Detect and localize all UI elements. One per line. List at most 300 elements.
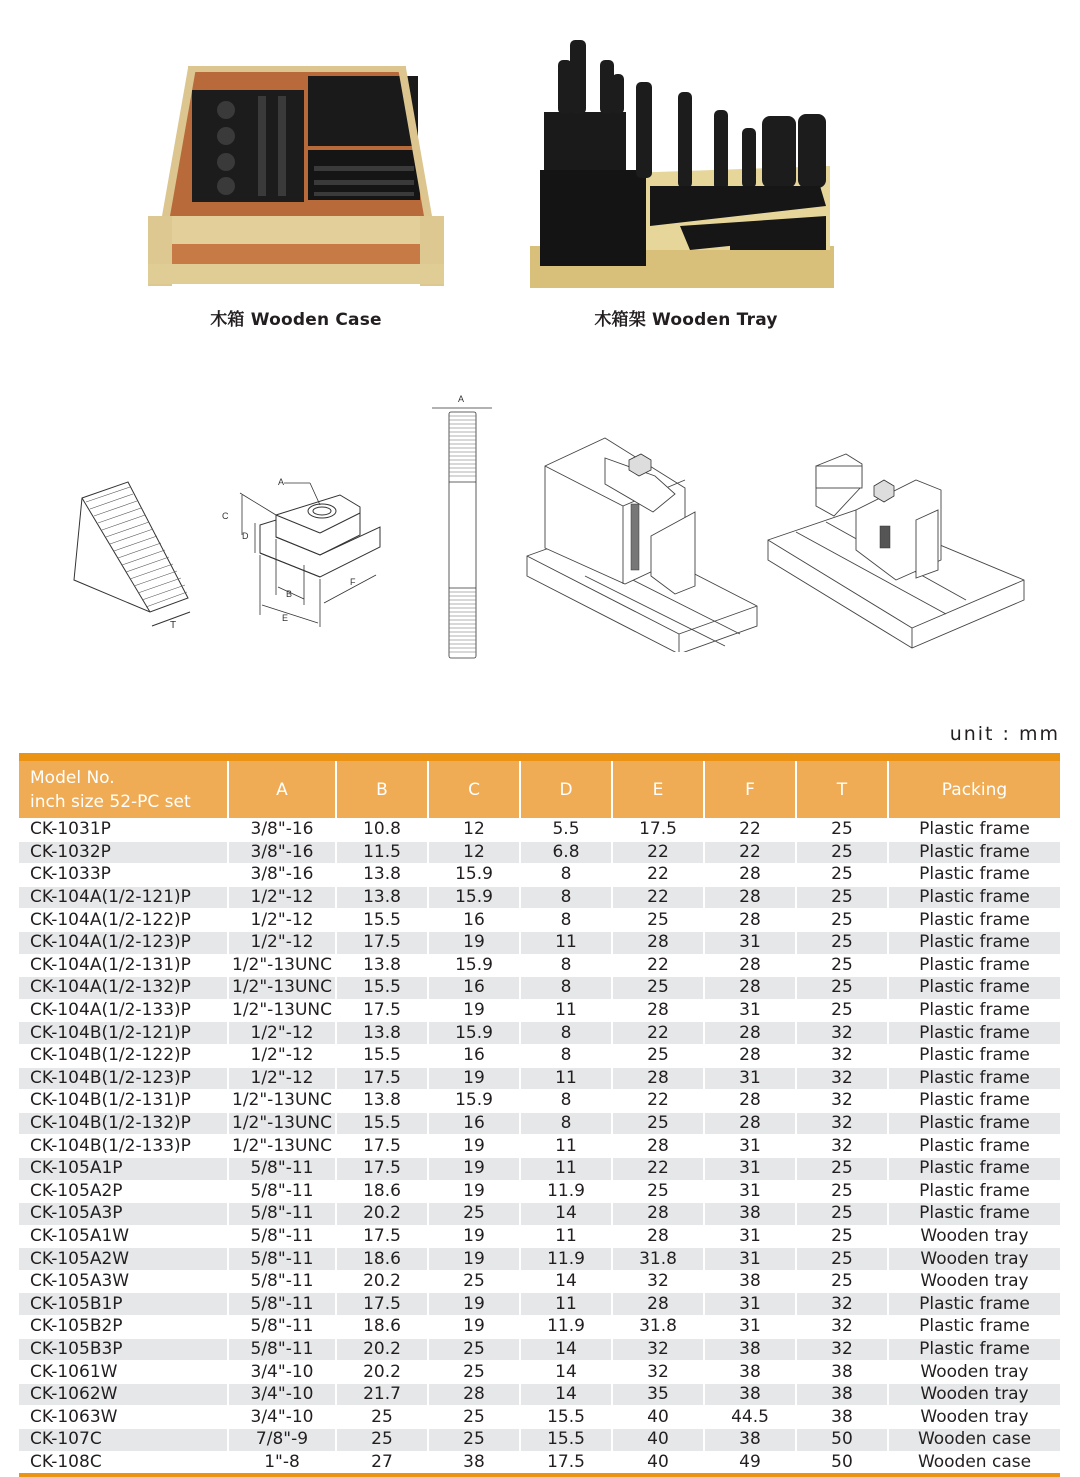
cell-d: 15.5 bbox=[520, 1406, 612, 1429]
cell-e: 40 bbox=[612, 1406, 704, 1429]
cell-t: 50 bbox=[796, 1429, 888, 1452]
unit-label: unit : mm bbox=[949, 723, 1060, 745]
cell-t: 25 bbox=[796, 954, 888, 977]
cell-t: 38 bbox=[796, 1383, 888, 1406]
cell-e: 22 bbox=[612, 864, 704, 887]
cell-e: 32 bbox=[612, 1338, 704, 1361]
cell-t: 25 bbox=[796, 841, 888, 864]
cell-c: 16 bbox=[428, 1044, 520, 1067]
cell-f: 31 bbox=[704, 1157, 796, 1180]
cell-model: CK-105B1P bbox=[19, 1293, 228, 1316]
cell-b: 20.2 bbox=[336, 1361, 428, 1384]
cell-b: 17.5 bbox=[336, 931, 428, 954]
cell-d: 8 bbox=[520, 954, 612, 977]
cell-model: CK-104B(1/2-121)P bbox=[19, 1022, 228, 1045]
cell-c: 19 bbox=[428, 1157, 520, 1180]
cell-e: 28 bbox=[612, 931, 704, 954]
cell-f: 31 bbox=[704, 1316, 796, 1339]
cell-b: 11.5 bbox=[336, 841, 428, 864]
table-row bbox=[19, 886, 1060, 909]
cell-a: 5/8"-11 bbox=[228, 1293, 336, 1316]
cell-t: 25 bbox=[796, 909, 888, 932]
dim-label-t: T bbox=[170, 620, 177, 630]
cell-t: 25 bbox=[796, 1203, 888, 1226]
cell-b: 20.2 bbox=[336, 1270, 428, 1293]
cell-packing: Plastic frame bbox=[888, 954, 1060, 977]
wooden-tray-caption: 木箱架 Wooden Tray bbox=[594, 310, 778, 330]
cell-model: CK-104A(1/2-131)P bbox=[19, 954, 228, 977]
cell-t: 32 bbox=[796, 1293, 888, 1316]
cell-f: 22 bbox=[704, 819, 796, 842]
cell-t: 50 bbox=[796, 1451, 888, 1473]
cell-c: 15.9 bbox=[428, 864, 520, 887]
cell-a: 5/8"-11 bbox=[228, 1180, 336, 1203]
cell-f: 28 bbox=[704, 909, 796, 932]
header-e: E bbox=[612, 761, 704, 819]
cell-f: 28 bbox=[704, 1022, 796, 1045]
cell-model: CK-1032P bbox=[19, 841, 228, 864]
cell-f: 38 bbox=[704, 1338, 796, 1361]
cell-t: 25 bbox=[796, 1180, 888, 1203]
cell-b: 25 bbox=[336, 1429, 428, 1452]
cell-e: 35 bbox=[612, 1383, 704, 1406]
cell-model: CK-1063W bbox=[19, 1406, 228, 1429]
cell-model: CK-104A(1/2-123)P bbox=[19, 931, 228, 954]
cell-a: 1/2"-12 bbox=[228, 1067, 336, 1090]
cell-packing: Plastic frame bbox=[888, 1022, 1060, 1045]
cell-packing: Plastic frame bbox=[888, 1090, 1060, 1113]
cell-a: 1/2"-12 bbox=[228, 1022, 336, 1045]
cell-e: 25 bbox=[612, 1044, 704, 1067]
cell-b: 17.5 bbox=[336, 1135, 428, 1158]
cell-f: 38 bbox=[704, 1203, 796, 1226]
cell-b: 20.2 bbox=[336, 1203, 428, 1226]
cell-b: 17.5 bbox=[336, 1225, 428, 1248]
cell-packing: Plastic frame bbox=[888, 1316, 1060, 1339]
cell-b: 17.5 bbox=[336, 999, 428, 1022]
cell-model: CK-1061W bbox=[19, 1361, 228, 1384]
cell-e: 31.8 bbox=[612, 1316, 704, 1339]
cell-model: CK-105A1P bbox=[19, 1157, 228, 1180]
spec-table bbox=[19, 753, 1060, 1477]
table-row bbox=[19, 1135, 1060, 1158]
cell-f: 31 bbox=[704, 1225, 796, 1248]
cell-model: CK-104A(1/2-122)P bbox=[19, 909, 228, 932]
cell-t: 32 bbox=[796, 1338, 888, 1361]
cell-e: 17.5 bbox=[612, 819, 704, 842]
cell-packing: Wooden tray bbox=[888, 1270, 1060, 1293]
cell-b: 18.6 bbox=[336, 1180, 428, 1203]
cell-t: 38 bbox=[796, 1361, 888, 1384]
step-block-diagram bbox=[70, 480, 200, 630]
table-row bbox=[19, 1361, 1060, 1384]
cell-c: 25 bbox=[428, 1203, 520, 1226]
table-row bbox=[19, 841, 1060, 864]
cell-f: 31 bbox=[704, 1293, 796, 1316]
clamp-setup-diagram-1 bbox=[525, 436, 760, 652]
cell-d: 11 bbox=[520, 1225, 612, 1248]
cell-t: 25 bbox=[796, 1157, 888, 1180]
cell-a: 1/2"-13UNC bbox=[228, 999, 336, 1022]
table-header-row bbox=[19, 761, 1060, 819]
cell-model: CK-107C bbox=[19, 1429, 228, 1452]
table-row bbox=[19, 1316, 1060, 1339]
cell-model: CK-104A(1/2-133)P bbox=[19, 999, 228, 1022]
header-model: Model No. inch size 52-PC set bbox=[19, 761, 228, 819]
table-row bbox=[19, 1338, 1060, 1361]
cell-e: 28 bbox=[612, 1225, 704, 1248]
cell-f: 31 bbox=[704, 1248, 796, 1271]
cell-packing: Plastic frame bbox=[888, 841, 1060, 864]
cell-model: CK-105A2P bbox=[19, 1180, 228, 1203]
cell-d: 11 bbox=[520, 1157, 612, 1180]
cell-model: CK-1031P bbox=[19, 819, 228, 842]
header-d: D bbox=[520, 761, 612, 819]
table-row bbox=[19, 999, 1060, 1022]
table-row bbox=[19, 931, 1060, 954]
cell-a: 1/2"-12 bbox=[228, 909, 336, 932]
cell-packing: Plastic frame bbox=[888, 909, 1060, 932]
cell-a: 5/8"-11 bbox=[228, 1157, 336, 1180]
cell-t: 32 bbox=[796, 1022, 888, 1045]
cell-d: 14 bbox=[520, 1338, 612, 1361]
cell-f: 28 bbox=[704, 886, 796, 909]
cell-a: 5/8"-11 bbox=[228, 1338, 336, 1361]
cell-model: CK-104B(1/2-132)P bbox=[19, 1112, 228, 1135]
cell-c: 19 bbox=[428, 1316, 520, 1339]
dim-label-c: C bbox=[222, 511, 229, 521]
cell-packing: Plastic frame bbox=[888, 1338, 1060, 1361]
cell-t: 25 bbox=[796, 1225, 888, 1248]
dim-label-e: E bbox=[282, 613, 289, 623]
cell-a: 5/8"-11 bbox=[228, 1316, 336, 1339]
cell-packing: Plastic frame bbox=[888, 1044, 1060, 1067]
cell-c: 19 bbox=[428, 1180, 520, 1203]
dim-label-b: B bbox=[286, 589, 293, 599]
cell-t: 32 bbox=[796, 1044, 888, 1067]
cell-f: 31 bbox=[704, 1180, 796, 1203]
cell-f: 28 bbox=[704, 1044, 796, 1067]
cell-d: 8 bbox=[520, 886, 612, 909]
table-row bbox=[19, 954, 1060, 977]
cell-e: 32 bbox=[612, 1270, 704, 1293]
cell-f: 38 bbox=[704, 1270, 796, 1293]
cell-d: 11 bbox=[520, 931, 612, 954]
cell-packing: Plastic frame bbox=[888, 1112, 1060, 1135]
cell-packing: Wooden tray bbox=[888, 1225, 1060, 1248]
cell-e: 40 bbox=[612, 1451, 704, 1473]
cell-e: 25 bbox=[612, 1180, 704, 1203]
wooden-case-photo bbox=[148, 66, 444, 286]
cell-t: 32 bbox=[796, 1090, 888, 1113]
cell-d: 8 bbox=[520, 1112, 612, 1135]
table-row bbox=[19, 1044, 1060, 1067]
cell-e: 22 bbox=[612, 1090, 704, 1113]
table-row bbox=[19, 1157, 1060, 1180]
cell-d: 11 bbox=[520, 1135, 612, 1158]
wooden-tray-photo bbox=[530, 36, 834, 288]
cell-a: 3/8"-16 bbox=[228, 819, 336, 842]
cell-c: 19 bbox=[428, 1225, 520, 1248]
header-f: F bbox=[704, 761, 796, 819]
cell-t: 25 bbox=[796, 864, 888, 887]
cell-model: CK-104B(1/2-133)P bbox=[19, 1135, 228, 1158]
table-row bbox=[19, 1090, 1060, 1113]
cell-b: 25 bbox=[336, 1406, 428, 1429]
t-slot-nut-diagram bbox=[220, 475, 390, 630]
cell-f: 28 bbox=[704, 864, 796, 887]
cell-e: 31.8 bbox=[612, 1248, 704, 1271]
cell-model: CK-104A(1/2-132)P bbox=[19, 977, 228, 1000]
cell-b: 18.6 bbox=[336, 1316, 428, 1339]
cell-t: 25 bbox=[796, 999, 888, 1022]
cell-t: 25 bbox=[796, 1270, 888, 1293]
cell-t: 32 bbox=[796, 1112, 888, 1135]
cell-f: 38 bbox=[704, 1383, 796, 1406]
cell-d: 17.5 bbox=[520, 1451, 612, 1473]
table-row bbox=[19, 1067, 1060, 1090]
cell-e: 28 bbox=[612, 1067, 704, 1090]
cell-e: 25 bbox=[612, 977, 704, 1000]
cell-d: 8 bbox=[520, 864, 612, 887]
cell-f: 28 bbox=[704, 1090, 796, 1113]
cell-packing: Plastic frame bbox=[888, 1293, 1060, 1316]
cell-a: 3/4"-10 bbox=[228, 1383, 336, 1406]
cell-a: 5/8"-11 bbox=[228, 1248, 336, 1271]
cell-b: 15.5 bbox=[336, 977, 428, 1000]
cell-b: 13.8 bbox=[336, 1022, 428, 1045]
cell-t: 38 bbox=[796, 1406, 888, 1429]
cell-e: 28 bbox=[612, 999, 704, 1022]
cell-d: 8 bbox=[520, 1044, 612, 1067]
cell-c: 16 bbox=[428, 909, 520, 932]
cell-c: 25 bbox=[428, 1270, 520, 1293]
cell-b: 15.5 bbox=[336, 909, 428, 932]
cell-e: 25 bbox=[612, 909, 704, 932]
cell-f: 31 bbox=[704, 1135, 796, 1158]
cell-b: 15.5 bbox=[336, 1112, 428, 1135]
cell-d: 14 bbox=[520, 1203, 612, 1226]
cell-f: 31 bbox=[704, 931, 796, 954]
cell-a: 3/4"-10 bbox=[228, 1361, 336, 1384]
cell-d: 8 bbox=[520, 1090, 612, 1113]
cell-b: 13.8 bbox=[336, 1090, 428, 1113]
wooden-tray-image bbox=[530, 36, 834, 288]
cell-f: 28 bbox=[704, 1112, 796, 1135]
cell-e: 28 bbox=[612, 1135, 704, 1158]
cell-c: 38 bbox=[428, 1451, 520, 1473]
cell-c: 16 bbox=[428, 977, 520, 1000]
cell-b: 13.8 bbox=[336, 864, 428, 887]
cell-c: 25 bbox=[428, 1429, 520, 1452]
table-row bbox=[19, 1270, 1060, 1293]
cell-b: 17.5 bbox=[336, 1293, 428, 1316]
cell-b: 18.6 bbox=[336, 1248, 428, 1271]
dim-label-f: F bbox=[350, 577, 356, 587]
cell-e: 22 bbox=[612, 954, 704, 977]
cell-t: 25 bbox=[796, 977, 888, 1000]
cell-d: 5.5 bbox=[520, 819, 612, 842]
cell-d: 14 bbox=[520, 1383, 612, 1406]
cell-model: CK-105A2W bbox=[19, 1248, 228, 1271]
cell-d: 8 bbox=[520, 909, 612, 932]
cell-d: 11.9 bbox=[520, 1316, 612, 1339]
cell-f: 28 bbox=[704, 977, 796, 1000]
cell-f: 28 bbox=[704, 954, 796, 977]
cell-d: 14 bbox=[520, 1361, 612, 1384]
cell-f: 49 bbox=[704, 1451, 796, 1473]
cell-c: 15.9 bbox=[428, 1090, 520, 1113]
cell-c: 12 bbox=[428, 819, 520, 842]
cell-packing: Plastic frame bbox=[888, 819, 1060, 842]
table-bottom-bar bbox=[19, 1473, 1060, 1477]
cell-c: 19 bbox=[428, 1248, 520, 1271]
wooden-case-caption: 木箱 Wooden Case bbox=[210, 310, 382, 330]
cell-packing: Plastic frame bbox=[888, 1135, 1060, 1158]
table-row bbox=[19, 909, 1060, 932]
table-row bbox=[19, 819, 1060, 842]
header-packing: Packing bbox=[888, 761, 1060, 819]
cell-packing: Wooden tray bbox=[888, 1248, 1060, 1271]
dim-label-a: A bbox=[278, 477, 285, 487]
cell-b: 21.7 bbox=[336, 1383, 428, 1406]
cell-d: 14 bbox=[520, 1270, 612, 1293]
cell-a: 1"-8 bbox=[228, 1451, 336, 1473]
cell-c: 19 bbox=[428, 931, 520, 954]
cell-model: CK-105A1W bbox=[19, 1225, 228, 1248]
cell-e: 25 bbox=[612, 1112, 704, 1135]
table-top-bar bbox=[19, 753, 1060, 761]
cell-e: 40 bbox=[612, 1429, 704, 1452]
cell-e: 28 bbox=[612, 1203, 704, 1226]
cell-packing: Wooden tray bbox=[888, 1361, 1060, 1384]
cell-f: 44.5 bbox=[704, 1406, 796, 1429]
cell-t: 32 bbox=[796, 1316, 888, 1339]
cell-model: CK-108C bbox=[19, 1451, 228, 1473]
cell-a: 3/4"-10 bbox=[228, 1406, 336, 1429]
cell-t: 25 bbox=[796, 931, 888, 954]
cell-c: 19 bbox=[428, 1135, 520, 1158]
cell-t: 32 bbox=[796, 1135, 888, 1158]
clamp-setup-diagram-2 bbox=[766, 450, 1026, 650]
dim-label-a: A bbox=[458, 394, 465, 404]
cell-e: 32 bbox=[612, 1361, 704, 1384]
cell-packing: Plastic frame bbox=[888, 977, 1060, 1000]
cell-a: 1/2"-12 bbox=[228, 886, 336, 909]
cell-a: 1/2"-13UNC bbox=[228, 1112, 336, 1135]
cell-b: 17.5 bbox=[336, 1067, 428, 1090]
cell-t: 32 bbox=[796, 1067, 888, 1090]
cell-b: 27 bbox=[336, 1451, 428, 1473]
cell-model: CK-105B2P bbox=[19, 1316, 228, 1339]
stud-diagram bbox=[430, 392, 494, 664]
table-body bbox=[19, 819, 1060, 1474]
header-b: B bbox=[336, 761, 428, 819]
cell-a: 1/2"-12 bbox=[228, 931, 336, 954]
cell-model: CK-1062W bbox=[19, 1383, 228, 1406]
cell-a: 1/2"-12 bbox=[228, 1044, 336, 1067]
dim-label-d: D bbox=[242, 531, 249, 541]
cell-d: 8 bbox=[520, 1022, 612, 1045]
cell-e: 22 bbox=[612, 886, 704, 909]
header-c: C bbox=[428, 761, 520, 819]
cell-b: 20.2 bbox=[336, 1338, 428, 1361]
cell-packing: Wooden tray bbox=[888, 1383, 1060, 1406]
cell-e: 22 bbox=[612, 841, 704, 864]
cell-c: 25 bbox=[428, 1338, 520, 1361]
cell-packing: Plastic frame bbox=[888, 1157, 1060, 1180]
cell-d: 8 bbox=[520, 977, 612, 1000]
cell-a: 3/8"-16 bbox=[228, 841, 336, 864]
table-row bbox=[19, 1429, 1060, 1452]
cell-packing: Plastic frame bbox=[888, 1203, 1060, 1226]
cell-f: 38 bbox=[704, 1361, 796, 1384]
cell-f: 38 bbox=[704, 1429, 796, 1452]
cell-a: 1/2"-13UNC bbox=[228, 1090, 336, 1113]
cell-d: 15.5 bbox=[520, 1429, 612, 1452]
header-t: T bbox=[796, 761, 888, 819]
cell-e: 28 bbox=[612, 1293, 704, 1316]
cell-d: 11.9 bbox=[520, 1248, 612, 1271]
table-row bbox=[19, 1180, 1060, 1203]
cell-f: 31 bbox=[704, 1067, 796, 1090]
cell-c: 15.9 bbox=[428, 1022, 520, 1045]
cell-c: 15.9 bbox=[428, 954, 520, 977]
cell-model: CK-105B3P bbox=[19, 1338, 228, 1361]
wooden-case-image bbox=[148, 66, 444, 286]
cell-a: 3/8"-16 bbox=[228, 864, 336, 887]
cell-model: CK-1033P bbox=[19, 864, 228, 887]
cell-t: 25 bbox=[796, 1248, 888, 1271]
cell-packing: Plastic frame bbox=[888, 1180, 1060, 1203]
cell-a: 5/8"-11 bbox=[228, 1225, 336, 1248]
cell-packing: Plastic frame bbox=[888, 864, 1060, 887]
table-row bbox=[19, 1203, 1060, 1226]
cell-t: 25 bbox=[796, 886, 888, 909]
cell-c: 12 bbox=[428, 841, 520, 864]
cell-b: 13.8 bbox=[336, 886, 428, 909]
cell-packing: Plastic frame bbox=[888, 931, 1060, 954]
cell-model: CK-105A3W bbox=[19, 1270, 228, 1293]
cell-c: 28 bbox=[428, 1383, 520, 1406]
cell-d: 11 bbox=[520, 1067, 612, 1090]
cell-a: 1/2"-13UNC bbox=[228, 1135, 336, 1158]
cell-e: 22 bbox=[612, 1157, 704, 1180]
table-row bbox=[19, 1406, 1060, 1429]
cell-model: CK-104A(1/2-121)P bbox=[19, 886, 228, 909]
cell-a: 7/8"-9 bbox=[228, 1429, 336, 1452]
table-row bbox=[19, 1112, 1060, 1135]
cell-e: 22 bbox=[612, 1022, 704, 1045]
cell-d: 6.8 bbox=[520, 841, 612, 864]
cell-model: CK-104B(1/2-131)P bbox=[19, 1090, 228, 1113]
cell-t: 25 bbox=[796, 819, 888, 842]
cell-model: CK-104B(1/2-122)P bbox=[19, 1044, 228, 1067]
cell-packing: Plastic frame bbox=[888, 886, 1060, 909]
table-row bbox=[19, 864, 1060, 887]
header-a: A bbox=[228, 761, 336, 819]
cell-packing: Wooden case bbox=[888, 1429, 1060, 1452]
cell-packing: Plastic frame bbox=[888, 999, 1060, 1022]
cell-a: 5/8"-11 bbox=[228, 1203, 336, 1226]
cell-c: 25 bbox=[428, 1406, 520, 1429]
cell-model: CK-105A3P bbox=[19, 1203, 228, 1226]
cell-model: CK-104B(1/2-123)P bbox=[19, 1067, 228, 1090]
cell-f: 31 bbox=[704, 999, 796, 1022]
cell-d: 11.9 bbox=[520, 1180, 612, 1203]
cell-b: 15.5 bbox=[336, 1044, 428, 1067]
cell-b: 10.8 bbox=[336, 819, 428, 842]
